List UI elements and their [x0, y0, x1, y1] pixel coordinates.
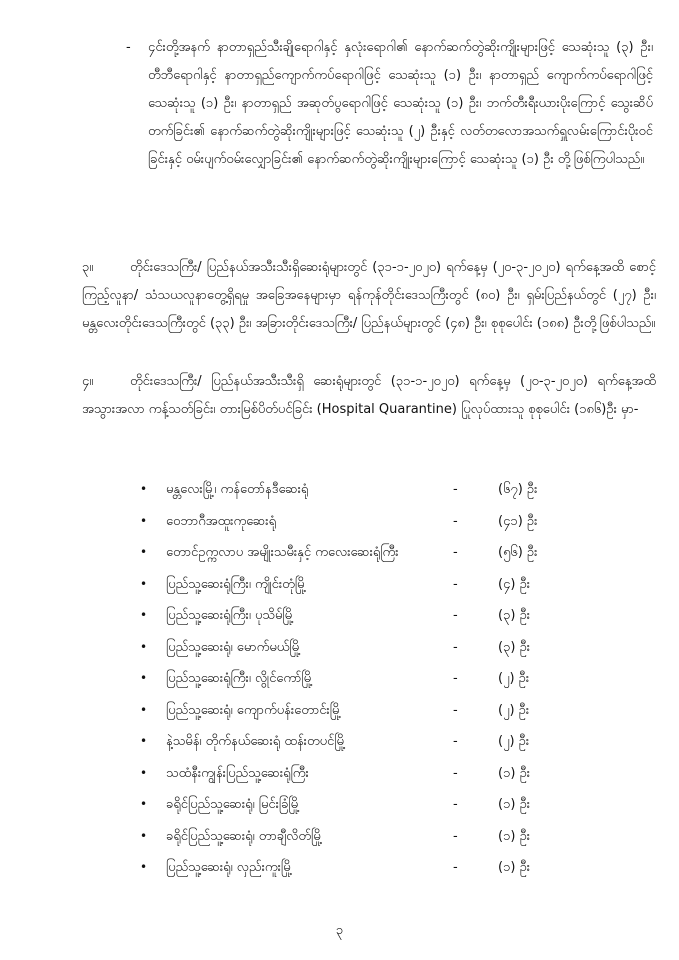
- paragraph-text: တိုင်းဒေသကြီး/ ပြည်နယ်အသီးသီးရှိ ဆေးရုံများတွင် (၃၁-၁-၂၀၂၀) ရက်နေ့မှ (၂၀-၃-၂၀၂၀) ရက်နေ့အထိ အသွားအလာ ကန့်သတ်ခြင်း၊ တားမြစ်ပိတ်ပင်ခြင်း (Hospital Quarantine) ပြုလုပ်ထားသူ စုစုပေါင်း (၁၈၆)ဦး မှာ-: [82, 374, 656, 417]
- bullet-icon: •: [140, 671, 148, 685]
- person-count: (၃) ဦး: [498, 639, 531, 655]
- person-count: (၂) ဦး: [498, 702, 530, 718]
- paragraph-number: ၃။: [82, 260, 94, 275]
- person-count: (၃) ဦး: [498, 608, 531, 623]
- paragraph-4-hospital-quarantine: [82, 368, 656, 424]
- bullet-icon: •: [140, 482, 148, 496]
- list-item: [140, 758, 580, 790]
- hospital-name: ခရိုင်ပြည်သူ့ဆေးရုံ၊ မြင်းခြံမြို့: [166, 797, 301, 812]
- person-count: (၁) ဦး: [498, 828, 531, 844]
- hospital-name: ပြည်သူ့ဆေးရုံ၊ လှည်းကူးမြို့: [166, 860, 293, 875]
- paragraph-text: တိုင်းဒေသကြီး/ ပြည်နယ်အသီးသီးရှိဆေးရုံများတွင် (၃၁-၁-၂၀၂၀) ရက်နေ့မှ (၂၀-၃-၂၀၂၀) ရက်နေ့အထိ စောင့်ကြည့်လူနာ/ သံသယလူနာတွေ့ရှိရမှု အခြေအနေများမှာ ရန်ကုန်တိုင်းဒေသကြီးတွင် (၈၀) ဦး၊ ရှမ်းပြည်နယ်တွင် (၂၇) ဦး၊ မန္တလေးတိုင်းဒေသကြီးတွင် (၃၃) ဦး၊ အခြားတိုင်းဒေသကြီး/ ပြည်နယ်များတွင် (၄၈) ဦး၊ စုစုပေါင်း (၁၈၈) ဦးတို့ဖြစ်ပါသည်။: [82, 260, 656, 331]
- person-count: (၅၆) ဦး: [498, 545, 538, 560]
- person-count: (၂) ဦး: [498, 734, 530, 749]
- separator-dash: -: [453, 576, 458, 592]
- person-count: (၄) ဦး: [498, 576, 531, 592]
- person-count: (၁) ဦး: [498, 797, 531, 812]
- hospital-name: သထံနီးကျွန်းပြည်သူ့ဆေးရုံကြီး: [166, 765, 309, 781]
- hospital-name: ပြည်သူ့ဆေးရုံ၊ ကျောက်ပန်းတောင်းမြို့: [166, 702, 342, 718]
- list-item: [140, 821, 580, 853]
- list-item: [140, 569, 580, 601]
- person-count: (၂) ဦး: [498, 671, 530, 686]
- paragraph-3-suspected-cases: [82, 254, 656, 338]
- person-count: (၁) ဦး: [498, 765, 531, 781]
- list-item: [140, 537, 580, 569]
- list-item: [140, 726, 580, 758]
- separator-dash: -: [453, 828, 458, 844]
- list-item: [140, 663, 580, 695]
- separator-dash: -: [453, 797, 458, 812]
- list-item: [140, 506, 580, 538]
- hospital-list: [140, 474, 580, 884]
- paragraph-number: ၄။: [82, 374, 94, 389]
- list-item: [140, 852, 580, 884]
- list-item: [140, 695, 580, 727]
- hospital-name: ပြည်သူ့ဆေးရုံကြီး၊ ပုသိမ်မြို့: [166, 608, 295, 623]
- separator-dash: -: [453, 702, 458, 718]
- bullet-icon: •: [140, 765, 148, 780]
- bullet-icon: •: [140, 734, 148, 748]
- person-count: (၄၁) ဦး: [498, 513, 538, 529]
- hospital-name: ဝေဘာဂီအထူးကုဆေးရုံ: [166, 513, 277, 529]
- list-item: [140, 789, 580, 821]
- page-number: ၃: [335, 923, 344, 938]
- list-item: [140, 474, 580, 506]
- separator-dash: -: [453, 734, 458, 749]
- bullet-icon: •: [140, 828, 148, 843]
- separator-dash: -: [453, 765, 458, 781]
- dash-marker: -: [126, 40, 131, 55]
- bullet-icon: •: [140, 576, 148, 591]
- separator-dash: -: [453, 860, 458, 875]
- hospital-name: နဲ့သမိန်၊ တိုက်နယ်ဆေးရုံ ထန်းတပင်မြို့: [166, 734, 346, 749]
- bullet-icon: •: [140, 608, 148, 622]
- separator-dash: -: [453, 639, 458, 655]
- separator-dash: -: [453, 513, 458, 529]
- hospital-name: ပြည်သူ့ဆေးရုံကြီး၊ လွိုင်ကော်မြို့: [166, 671, 314, 686]
- bullet-icon: •: [140, 639, 148, 654]
- person-count: (၆၇) ဦး: [498, 482, 538, 497]
- hospital-name: ပြည်သူ့ဆေးရုံကြီး၊ ကျိုင်းတုံမြို့: [166, 576, 307, 592]
- paragraph-death-causes: [126, 34, 653, 174]
- hospital-name: တောင်ဥက္ကလာပ အမျိုးသမီးနှင့် ကလေးဆေးရုံကြီး: [166, 545, 399, 560]
- person-count: (၁) ဦး: [498, 860, 531, 875]
- paragraph-text: ၄င်းတို့အနက် နာတာရှည်သီးချိုရောဂါနှင့် နှလုံးရောဂါ၏ နောက်ဆက်တွဲဆိုးကျိုးများဖြင့် သေဆုံးသူ (၃) ဦး၊ တီဘီရောဂါနှင့် နာတာရှည်ကျောက်ကပ်ရောဂါဖြင့် သေဆုံးသူ (၁) ဦး၊ နာတာရှည် ကျောက်ကပ်ရောဂါဖြင့်သေဆုံးသူ (၁) ဦး၊ နာတာရှည် အဆုတ်ပွရောဂါဖြင့် သေဆုံးသူ (၁) ဦး၊ ဘက်တီးရီးယားပိုးကြောင့် သွေးဆိပ်တက်ခြင်း၏ နောက်ဆက်တွဲဆိုးကျိုးများဖြင့် သေဆုံးသူ (၂) ဦးနှင့် လတ်တလောအသက်ရှူလမ်းကြောင်းပိုးဝင်ခြင်းနှင့် ဝမ်းပျက်ဝမ်းလျှောခြင်း၏ နောက်ဆက်တွဲဆိုးကျိုးများကြောင့် သေဆုံးသူ (၁) ဦး တို့ဖြစ်ကြပါသည်။: [148, 40, 653, 167]
- list-item: [140, 632, 580, 664]
- hospital-name: ပြည်သူ့ဆေးရုံ၊ မောက်မယ်မြို့: [166, 639, 302, 655]
- separator-dash: -: [453, 545, 458, 560]
- bullet-icon: •: [140, 513, 148, 528]
- hospital-name: ခရိုင်ပြည်သူ့ဆေးရုံ၊ တာချီလိတ်မြို့: [166, 828, 323, 844]
- hospital-name: မန္တလေးမြို့၊ ကန်တော်နဒီဆေးရုံ: [166, 482, 309, 497]
- list-item: [140, 600, 580, 632]
- separator-dash: -: [453, 671, 458, 686]
- bullet-icon: •: [140, 860, 148, 874]
- bullet-icon: •: [140, 797, 148, 811]
- separator-dash: -: [453, 608, 458, 623]
- bullet-icon: •: [140, 545, 148, 559]
- separator-dash: -: [453, 482, 458, 497]
- bullet-icon: •: [140, 702, 148, 717]
